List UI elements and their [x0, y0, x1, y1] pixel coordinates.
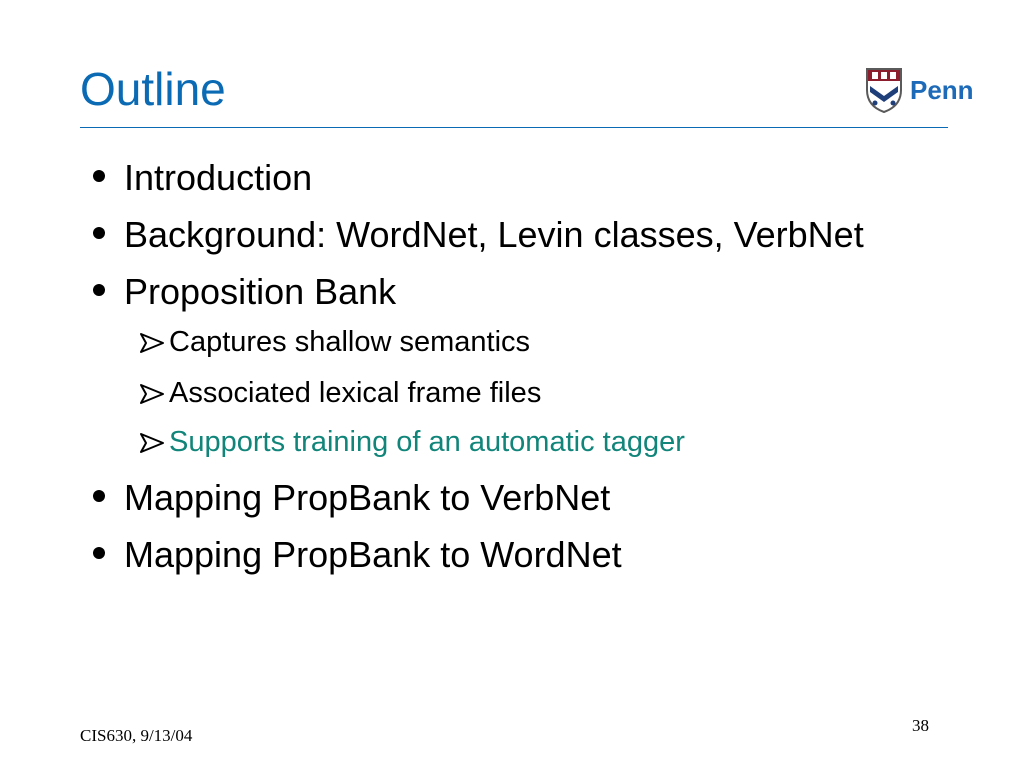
logo-text: Penn	[910, 75, 974, 105]
arrow-bullet-icon	[139, 331, 165, 355]
page-number: 38	[912, 716, 929, 735]
bullet-text: Mapping PropBank to WordNet	[124, 534, 622, 575]
bullet-text: Proposition Bank	[124, 271, 397, 312]
sub-bullet-item-highlighted	[169, 428, 685, 457]
slide-footer: CIS630, 9/13/04	[80, 726, 193, 745]
sub-bullet-text: Captures shallow semantics	[169, 326, 531, 358]
slide-title: Outline	[80, 63, 226, 115]
bullet-item	[124, 534, 622, 575]
bullet-text: Mapping PropBank to VerbNet	[124, 477, 611, 518]
arrow-bullet-icon	[139, 431, 165, 455]
bullet-item	[124, 271, 397, 312]
bullet-item	[124, 157, 313, 198]
arrow-bullet-icon	[139, 382, 165, 406]
bullet-text: Background: WordNet, Levin classes, VerbNet	[124, 214, 864, 255]
bullet-dot-icon	[93, 284, 105, 296]
bullet-dot-icon	[93, 227, 105, 239]
sub-bullet-text: Associated lexical frame files	[169, 377, 542, 409]
bullet-item	[124, 214, 864, 255]
bullet-dot-icon	[93, 547, 105, 559]
bullet-dot-icon	[93, 490, 105, 502]
sub-bullet-text: Supports training of an automatic tagger	[169, 426, 685, 458]
bullet-text: Introduction	[124, 157, 313, 198]
bullet-item	[124, 477, 611, 518]
bullet-dot-icon	[93, 170, 105, 182]
sub-bullet-item	[169, 379, 541, 408]
sub-bullet-item	[169, 328, 530, 357]
